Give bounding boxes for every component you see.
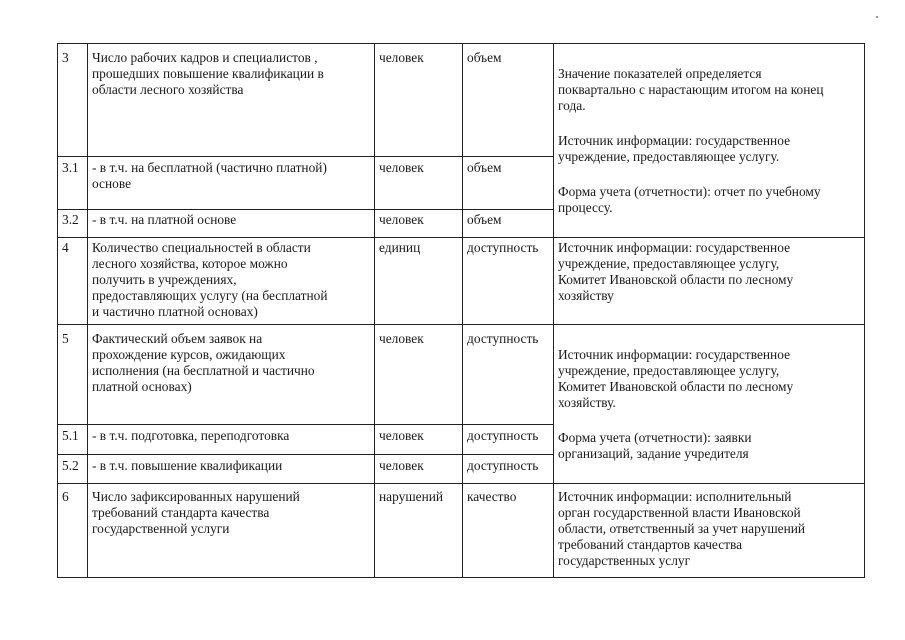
table-row [58,325,865,425]
row-number: 5.1 [58,425,88,454]
indicator-name: - в т.ч. на бесплатной (частично платной) основе [88,157,375,210]
scan-artifact-dot [876,16,878,18]
table-row [58,484,865,578]
row-number: 4 [58,238,88,325]
note-cell [554,325,865,484]
indicator-name: Количество специальностей в области лесного хозяйства, которое можно получить в учреждениях, предоставляющих услугу (на бесплатной и частично платной основах) [88,238,375,325]
unit-cell: человек [375,157,463,210]
note-cell: Источник информации: исполнительный орган государственной власти Ивановской области, ответственный за учет нарушений требований стандартов качества государственных услуг [554,484,865,578]
note-cell: Источник информации: государственное учреждение, предоставляющее услугу, Комитет Ивановской области по лесному хозяйству [554,238,865,325]
indicator-name: - в т.ч. повышение квалификации [88,454,375,483]
indicator-type: качество [463,484,554,578]
note-cell [554,44,865,238]
unit-cell: нарушений [375,484,463,578]
unit-cell: человек [375,454,463,483]
indicator-type: доступность [463,425,554,454]
unit-cell: единиц [375,238,463,325]
indicator-name: - в т.ч. на платной основе [88,210,375,238]
row-number: 6 [58,484,88,578]
indicators-table [57,43,865,578]
indicator-type: доступность [463,454,554,483]
indicator-type: объем [463,44,554,157]
unit-cell: человек [375,210,463,238]
indicator-name: Фактический объем заявок на прохождение курсов, ожидающих исполнения (на бесплатной и частично платной основах) [88,325,375,425]
note-paragraph: Источник информации: государственное учреждение, предоставляющее услугу, Комитет Ивановской области по лесному хозяйству. [558,347,794,410]
row-number: 3.2 [58,210,88,238]
row-number: 3 [58,44,88,157]
unit-cell: человек [375,325,463,425]
unit-cell: человек [375,44,463,157]
row-number: 5 [58,325,88,425]
unit-cell: человек [375,425,463,454]
row-number: 5.2 [58,454,88,483]
note-paragraph: Значение показателей определяется поквартально с нарастающим итогом на конец года. [558,66,824,113]
note-paragraph: Форма учета (отчетности): заявки организаций, задание учредителя [558,430,752,461]
table-row [58,44,865,157]
indicator-name: Число зафиксированных нарушений требований стандарта качества государственной услуги [88,484,375,578]
table-row [58,238,865,325]
indicator-type: доступность [463,325,554,425]
indicator-type: доступность [463,238,554,325]
row-number: 3.1 [58,157,88,210]
note-paragraph: Форма учета (отчетности): отчет по учебному процессу. [558,184,821,215]
indicator-type: объем [463,210,554,238]
note-paragraph: Источник информации: государственное учреждение, предоставляющее услугу. [558,133,791,164]
indicator-name: Число рабочих кадров и специалистов , прошедших повышение квалификации в области лесного хозяйства [88,44,375,157]
indicator-name: - в т.ч. подготовка, переподготовка [88,425,375,454]
indicator-type: объем [463,157,554,210]
